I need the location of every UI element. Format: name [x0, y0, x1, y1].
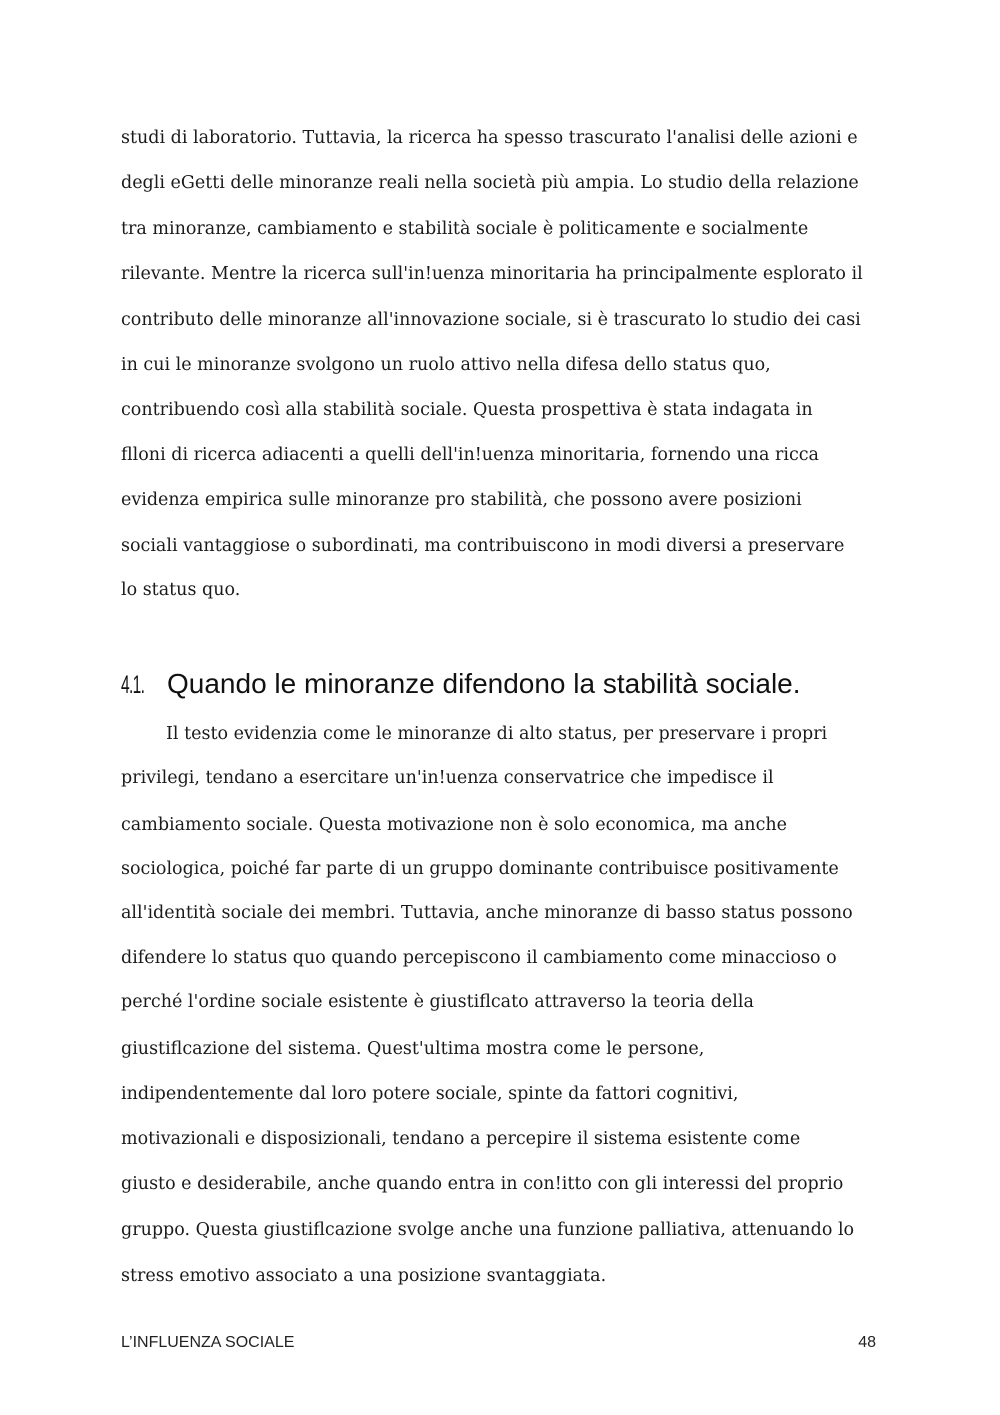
paragraph-line: difendere lo status quo quando percepiscono il cambiamento come minaccioso o	[121, 948, 837, 968]
footer-title: L’INFLUENZA SOCIALE	[121, 1334, 295, 1351]
paragraph-line: giustiflcazione del sistema. Quest'ultima mostra come le persone,	[121, 1039, 705, 1059]
paragraph-line: evidenza empirica sulle minoranze pro stabilità, che possono avere posizioni	[121, 490, 802, 510]
paragraph-line: lo status quo.	[121, 580, 241, 600]
paragraph-line: cambiamento sociale. Questa motivazione non è solo economica, ma anche	[121, 815, 787, 835]
paragraph-line: privilegi, tendano a esercitare un'in!uenza conservatrice che impedisce il	[121, 768, 774, 788]
paragraph-line: indipendentemente dal loro potere sociale, spinte da fattori cognitivi,	[121, 1084, 739, 1104]
paragraph-line: tra minoranze, cambiamento e stabilità sociale è politicamente e socialmente	[121, 219, 809, 239]
paragraph-line: contribuendo così alla stabilità sociale. Questa prospettiva è stata indagata in	[121, 400, 813, 420]
page-number: 48	[858, 1334, 876, 1351]
paragraph-line: sociali vantaggiose o subordinati, ma contribuiscono in modi diversi a preservare	[121, 536, 845, 556]
paragraph-line: flloni di ricerca adiacenti a quelli dell'in!uenza minoritaria, fornendo una ricca	[121, 445, 819, 465]
section-number: 4.1.	[121, 671, 145, 699]
paragraph-line: stress emotivo associato a una posizione svantaggiata.	[121, 1266, 607, 1286]
section-heading	[121, 668, 801, 700]
paragraph-line: sociologica, poiché far parte di un gruppo dominante contribuisce positivamente	[121, 859, 839, 879]
paragraph-line: giusto e desiderabile, anche quando entra in con!itto con gli interessi del proprio	[121, 1174, 844, 1194]
section-title: Quando le minoranze difendono la stabilità sociale.	[167, 668, 801, 699]
paragraph-line: rilevante. Mentre la ricerca sull'in!uenza minoritaria ha principalmente esplorato il	[121, 264, 863, 284]
paragraph-line: all'identità sociale dei membri. Tuttavia, anche minoranze di basso status possono	[121, 903, 853, 923]
paragraph-line: perché l'ordine sociale esistente è giustiflcato attraverso la teoria della	[121, 992, 754, 1012]
paragraph-line: gruppo. Questa giustiflcazione svolge anche una funzione palliativa, attenuando lo	[121, 1220, 855, 1240]
paragraph-line: in cui le minoranze svolgono un ruolo attivo nella difesa dello status quo,	[121, 355, 771, 375]
paragraph-line: contributo delle minoranze all'innovazione sociale, si è trascurato lo studio dei casi	[121, 310, 861, 330]
paragraph-line: Il testo evidenzia come le minoranze di alto status, per preservare i propri	[166, 724, 828, 744]
paragraph-line: studi di laboratorio. Tuttavia, la ricerca ha spesso trascurato l'analisi delle azioni e	[121, 128, 858, 148]
paragraph-line: degli eGetti delle minoranze reali nella società più ampia. Lo studio della relazione	[121, 173, 859, 193]
paragraph-line: motivazionali e disposizionali, tendano a percepire il sistema esistente come	[121, 1129, 801, 1149]
